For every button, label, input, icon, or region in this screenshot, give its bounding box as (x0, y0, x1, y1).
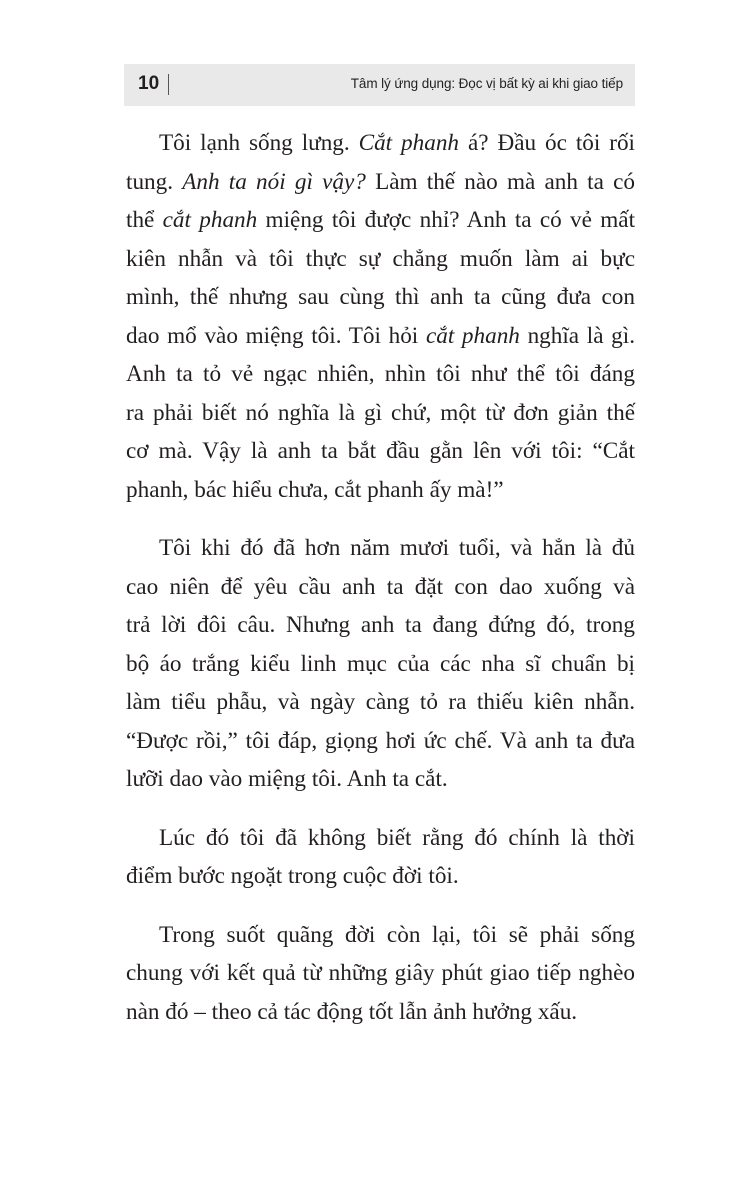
italic-term: Cắt phanh (358, 130, 460, 156)
text-line (126, 568, 635, 607)
text-run: điểm bước ngoặt trong cuộc đời tôi. (126, 863, 459, 889)
text-line (126, 645, 635, 684)
text-line (126, 760, 635, 799)
text-line (126, 355, 635, 394)
text-run: lưỡi dao vào miệng tôi. Anh ta cắt. (126, 766, 448, 792)
text-run: Tôi lạnh sống lưng. (159, 130, 359, 156)
text-run: Làm thế nào mà anh ta có (365, 168, 636, 195)
text-line (126, 722, 635, 761)
text-line (126, 278, 635, 317)
text-run: mình, thế nhưng sau cùng thì anh ta cũng đưa con (126, 284, 635, 310)
text-line (126, 683, 635, 722)
text-line (126, 317, 635, 356)
text-run: á? Đầu óc tôi rối (459, 130, 635, 156)
text-run: kiên nhẫn và tôi thực sự chẳng muốn làm ai bực (126, 245, 635, 272)
text-run: ra phải biết nó nghĩa là gì chứ, một từ đơn giản thế (126, 399, 635, 426)
text-line (126, 201, 635, 240)
text-line (126, 857, 635, 896)
text-run: bộ áo trắng kiểu linh mục của các nha sĩ chuẩn bị (126, 650, 635, 677)
text-line (126, 993, 635, 1032)
text-run: nghĩa là gì. (519, 322, 635, 349)
italic-term: cắt phanh (162, 207, 258, 233)
text-run: Anh ta tỏ vẻ ngạc nhiên, nhìn tôi như thể tôi đáng (126, 361, 635, 387)
text-run: Trong suốt quãng đời còn lại, tôi sẽ phải sống (159, 921, 635, 948)
page-number: 10 (138, 73, 160, 94)
text-line (126, 394, 635, 433)
text-run: “Được rồi,” tôi đáp, giọng hơi ức chế. Và anh ta đưa (126, 727, 635, 754)
paragraph (126, 124, 635, 509)
text-run: Lúc đó tôi đã không biết rằng đó chính là thời (159, 824, 635, 851)
text-line (126, 819, 635, 858)
running-header (124, 64, 635, 106)
text-run: miệng tôi được nhỉ? Anh ta có vẻ mất (257, 207, 636, 233)
text-run: phanh, bác hiểu chưa, cắt phanh ấy mà!” (126, 476, 504, 503)
text-run: tung. (126, 168, 183, 195)
text-run: trả lời đôi câu. Nhưng anh ta đang đứng đó, trong (126, 612, 635, 638)
text-line (126, 954, 635, 993)
running-title: Tâm lý ứng dụng: Đọc vị bất kỳ ai khi giao tiếp (350, 76, 623, 91)
text-line (126, 916, 635, 955)
paragraph (126, 529, 635, 799)
text-line (126, 432, 635, 471)
paragraph (126, 916, 635, 1032)
text-run: nàn đó – theo cả tác động tốt lẫn ảnh hưởng xấu. (126, 998, 578, 1025)
text-run: làm tiểu phẫu, và ngày càng tỏ ra thiếu kiên nhẫn. (126, 689, 635, 715)
text-run: chung với kết quả từ những giây phút giao tiếp nghèo (126, 960, 635, 986)
text-run: cao niên để yêu cầu anh ta đặt con dao xuống và (126, 573, 635, 600)
italic-term: Anh ta nói gì vậy? (182, 168, 366, 195)
text-run: cơ mà. Vậy là anh ta bắt đầu gằn lên với tôi: “Cắt (126, 438, 635, 464)
text-line (126, 163, 635, 202)
body-text (126, 124, 635, 1051)
text-line (126, 606, 635, 645)
text-line (126, 471, 635, 510)
text-run: thể (126, 207, 163, 233)
header-divider (168, 74, 169, 95)
text-line (126, 240, 635, 279)
text-run: Tôi khi đó đã hơn năm mươi tuổi, và hẳn là đủ (159, 535, 635, 561)
text-run: dao mổ vào miệng tôi. Tôi hỏi (126, 322, 426, 349)
paragraph (126, 819, 635, 896)
text-line (126, 124, 635, 163)
italic-term: cắt phanh (425, 322, 520, 349)
text-line (126, 529, 635, 568)
